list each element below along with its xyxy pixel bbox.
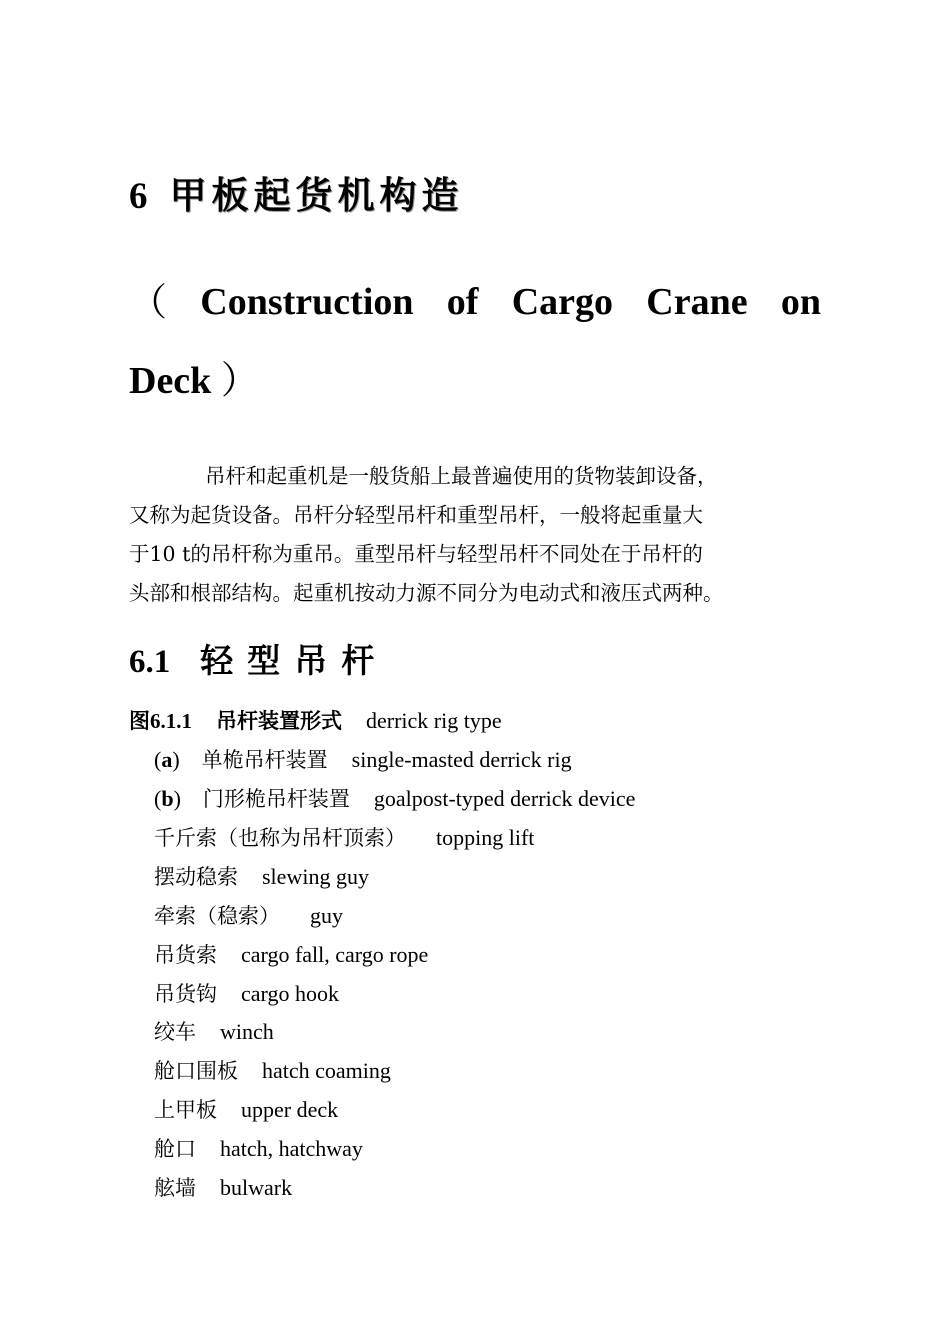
figure-title-cn: 吊杆装置形式 — [216, 709, 342, 733]
subitem-cn: 单桅吊杆装置 — [201, 748, 328, 772]
title-en-word: Crane — [646, 281, 748, 323]
intro-paragraph — [129, 457, 849, 613]
chapter-number: 6 — [129, 176, 148, 217]
paragraph-line: 又称为起货设备。吊杆分轻型吊杆和重型吊杆，一般将起重量大 — [129, 503, 703, 527]
section-title-cn: 轻型吊杆 — [200, 641, 389, 680]
term-en: hatch, hatchway — [220, 1136, 363, 1161]
section-number: 6.1 — [129, 644, 171, 680]
figure-caption — [129, 703, 502, 739]
term-en: topping lift — [436, 825, 535, 850]
term-cn: 舱口 — [154, 1137, 196, 1161]
close-paren: ） — [220, 358, 259, 402]
subitem-en: goalpost-typed derrick device — [373, 786, 636, 811]
term-item — [154, 1053, 391, 1089]
term-cn: 舱口围板 — [154, 1059, 238, 1083]
term-item — [154, 1170, 292, 1206]
term-item — [154, 1131, 363, 1167]
term-cn: 上甲板 — [154, 1098, 217, 1122]
title-en-word: Cargo — [511, 281, 614, 323]
term-cn: 摆动稳索 — [154, 865, 238, 889]
title-en-word: of — [446, 281, 479, 323]
term-item — [154, 820, 534, 856]
title-en-word: on — [780, 281, 821, 323]
term-item — [154, 1092, 338, 1128]
figure-number: 6.1.1 — [150, 709, 192, 733]
term-cn: 牵索（稳索） — [154, 904, 280, 928]
term-en: cargo hook — [241, 981, 339, 1006]
figure-label: 图 — [129, 709, 150, 733]
subitem-b: (b) 门形桅吊杆装置 goalpost-typed derrick device — [154, 786, 636, 811]
chapter-title — [129, 170, 464, 222]
paragraph-line: 头部和根部结构。起重机按动力源不同分为电动式和液压式两种。 — [129, 581, 724, 605]
term-en: winch — [220, 1019, 274, 1044]
figure-title-en: derrick rig type — [366, 708, 502, 733]
term-item — [154, 937, 428, 973]
subitem-a: (a) 单桅吊杆装置 single-masted derrick rig — [154, 747, 572, 772]
chapter-title-cn: 甲板起货机构造 — [169, 174, 464, 217]
term-cn: 绞车 — [154, 1020, 196, 1044]
title-en-word: Deck — [129, 360, 212, 402]
chapter-title-en-line-1 — [129, 277, 821, 327]
chapter-title-en-line-2 — [129, 355, 259, 406]
term-cn: 千斤索（也称为吊杆顶索） — [154, 826, 406, 850]
term-item — [154, 859, 369, 895]
term-en: cargo fall, cargo rope — [241, 942, 429, 967]
subitem-cn: 门形桅吊杆装置 — [202, 787, 350, 811]
term-item — [154, 1014, 274, 1050]
open-paren: （ — [129, 280, 168, 324]
term-en: hatch coaming — [262, 1058, 391, 1083]
term-item — [154, 976, 339, 1012]
term-en: bulwark — [220, 1175, 293, 1200]
paragraph-line: 吊杆和起重机是一般货船上最普遍使用的货物装卸设备， — [205, 464, 718, 488]
term-en: guy — [310, 903, 343, 928]
term-en: slewing guy — [262, 864, 369, 889]
paragraph-line: 于10 t的吊杆称为重吊。重型吊杆与轻型吊杆不同处在于吊杆的 — [129, 542, 703, 566]
term-cn: 吊货钩 — [154, 982, 217, 1006]
subitem-letter: b — [161, 786, 174, 811]
section-title — [129, 637, 388, 686]
term-cn: 舷墙 — [154, 1176, 196, 1200]
title-en-word: Construction — [200, 281, 414, 323]
subitem-letter: a — [161, 747, 173, 772]
term-en: upper deck — [241, 1097, 339, 1122]
term-item — [154, 898, 343, 934]
subitem-en: single-masted derrick rig — [351, 747, 572, 772]
term-cn: 吊货索 — [154, 943, 217, 967]
